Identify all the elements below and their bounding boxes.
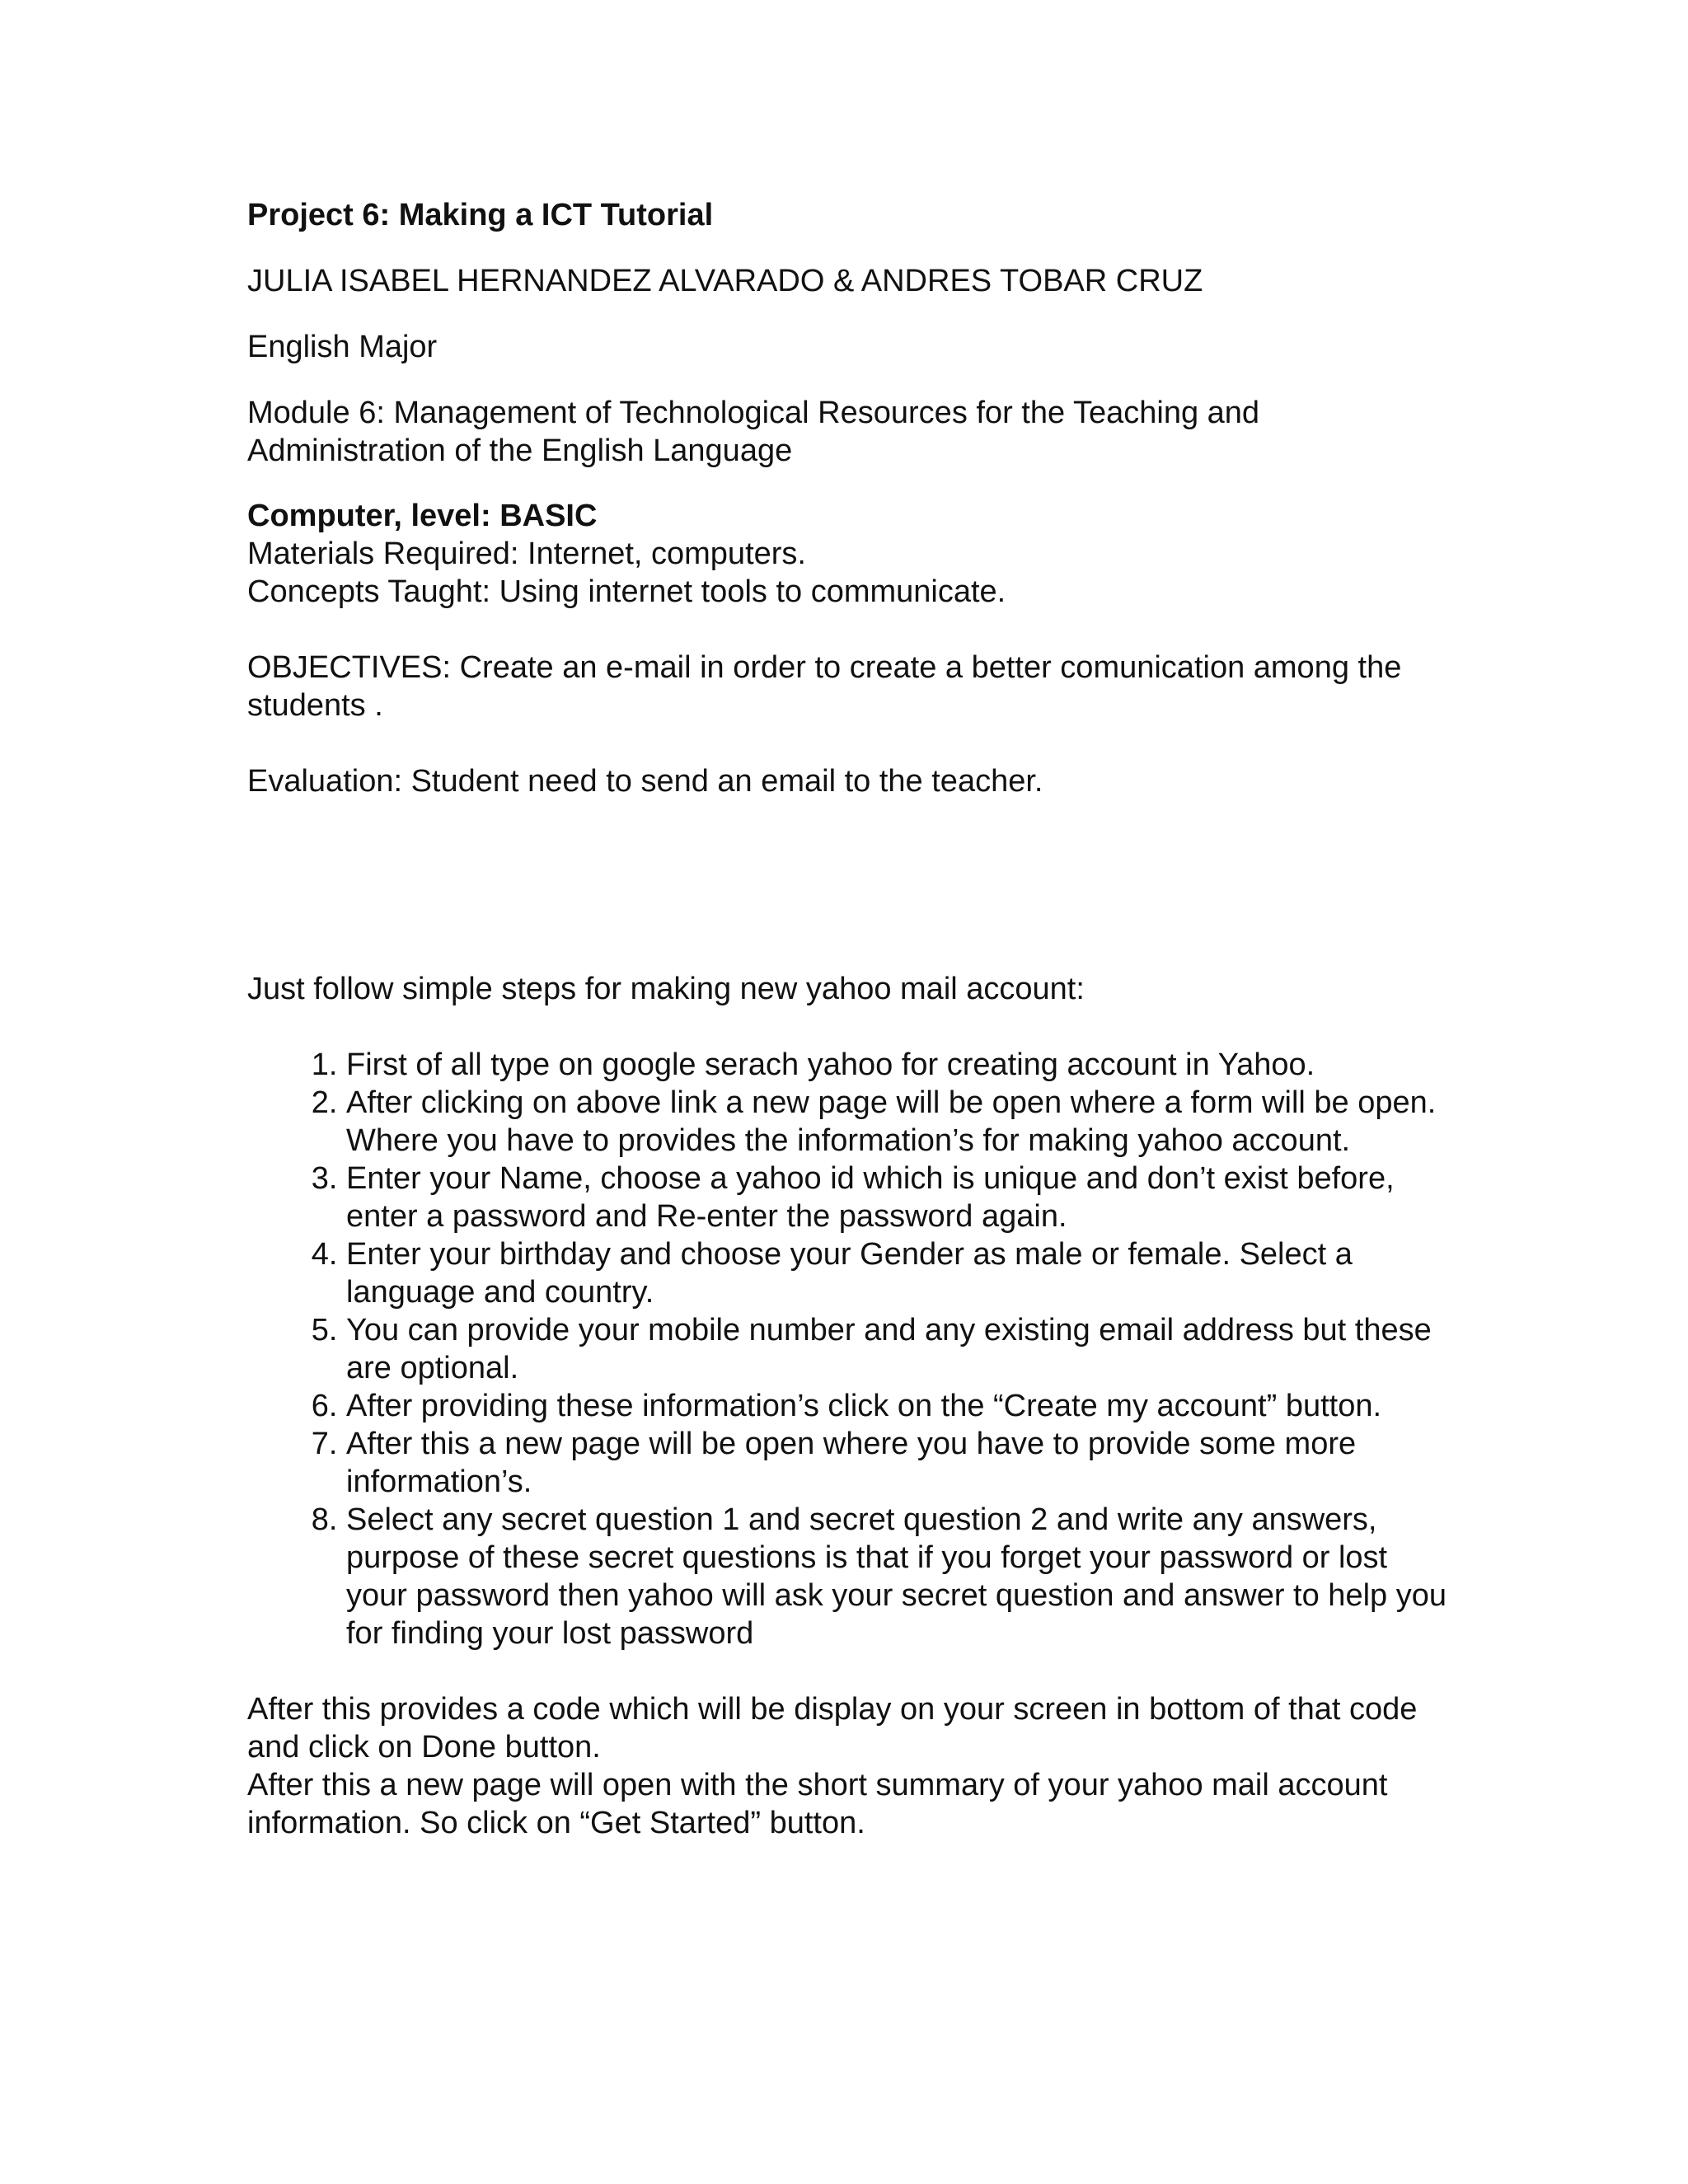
materials-line: Materials Required: Internet, computers. [247,537,806,571]
step-item-5: 5. You can provide your mobile number and any existing email address but these are optional. [346,1311,1451,1387]
objectives-paragraph: OBJECTIVES: Create an e-mail in order to create a better comunication among the students . [247,650,1402,723]
document-title: Project 6: Making a ICT Tutorial [247,198,714,232]
step-item-2: 2. After clicking on above link a new page will be open where a form will be open. Where you have to provides the information’s for making yahoo account. [346,1084,1451,1160]
step-item-6: 6. After providing these information’s click on the “Create my account” button. [346,1387,1451,1425]
concepts-line: Concepts Taught: Using internet tools to communicate. [247,574,1006,609]
steps-list [247,1046,1451,1652]
steps-intro: Just follow simple steps for making new yahoo mail account: [247,972,1085,1006]
major-line: English Major [247,330,438,364]
evaluation-line: Evaluation: Student need to send an email to the teacher. [247,764,1043,799]
step-item-3: 3. Enter your Name, choose a yahoo id which is unique and don’t exist before, enter a password and Re-enter the password again. [346,1160,1451,1235]
module-line: Module 6: Management of Technological Resources for the Teaching and Administration of the English Language [247,396,1260,468]
step-item-8: 8. Select any secret question 1 and secret question 2 and write any answers, purpose of these secret questions is that if you forget your password or lost your password then yahoo will ask your secret question and answer to help you for finding your lost password [346,1501,1451,1652]
level-heading: Computer, level: BASIC [247,499,598,533]
closing-paragraph-1: After this provides a code which will be display on your screen in bottom of that code and click on Done button. [247,1692,1418,1765]
authors-line: JULIA ISABEL HERNANDEZ ALVARADO & ANDRES TOBAR CRUZ [247,264,1203,298]
step-item-1: 1. First of all type on google serach yahoo for creating account in Yahoo. [346,1046,1451,1084]
step-item-7: 7. After this a new page will be open where you have to provide some more information’s. [346,1425,1451,1501]
closing-paragraph-2: After this a new page will open with the short summary of your yahoo mail account information. So click on “Get Started” button. [247,1768,1388,1840]
document-body [247,196,1451,1842]
step-item-4: 4. Enter your birthday and choose your Gender as male or female. Select a language and country. [346,1235,1451,1311]
